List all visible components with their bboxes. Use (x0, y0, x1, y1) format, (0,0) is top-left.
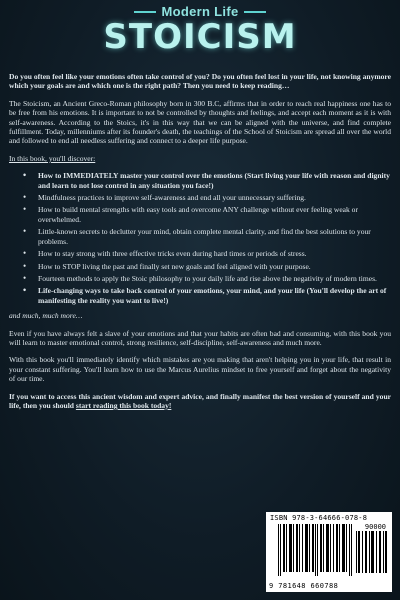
bullet-icon: • (23, 226, 27, 237)
list-item-text: Life-changing ways to take back control of your emotions, your mind, and your life (You'll develop the art of manifesting the reality you want to live!) (38, 286, 387, 305)
addon-barcode-icon (356, 531, 388, 573)
list-item-text: How to IMMEDIATELY master your control over the emotions (Start living your life with reason and dignity and learn to not lose control in any situation you face!) (38, 171, 390, 190)
list-item-text: How to stay strong with three effective tricks even during hard times or periods of stress. (38, 249, 307, 259)
bullet-icon: • (23, 285, 27, 296)
bullet-icon: • (23, 170, 27, 181)
intro-paragraph: Do you often feel like your emotions often take control of you? Do you often feel lost in your life, not knowing anymore which your goals are and which one is the right path? Then you need to keep reading… (9, 72, 391, 91)
bullet-icon: • (23, 260, 27, 271)
discover-heading: In this book, you'll discover: (9, 153, 96, 163)
bullet-icon: • (23, 272, 27, 283)
bullet-icon: • (23, 248, 27, 259)
bullet-icon: • (23, 204, 27, 215)
barcode-digits: 9 781648 660788 (269, 582, 339, 590)
list-item (9, 171, 391, 190)
list-item-text: Mindfulness practices to improve self-awareness and end all your unnecessary suffering. (38, 193, 306, 203)
habits-paragraph: Even if you have always felt a slave of your emotions and that your habits are often bad and consuming, with this book you will learn to master emotional control, strong resilience, self-discipline, self-awareness and much more. (9, 328, 391, 347)
cover-header (0, 4, 400, 55)
and-more-text: and much, much more… (9, 311, 83, 321)
list-item (9, 262, 391, 271)
list-item (9, 227, 391, 246)
list-item-text: How to build mental strengths with easy tools and overcome ANY challenge without ever feeling weak or overwhelmed. (38, 205, 358, 224)
call-to-action (9, 392, 391, 411)
bullet-icon: • (23, 192, 27, 203)
left-rule (134, 11, 156, 13)
isbn-number: ISBN 978-3-64666-078-8 (270, 514, 368, 522)
isbn-barcode (266, 512, 392, 592)
list-item-text: Little-known secrets to declutter your mind, obtain complete mental clarity, and find the best solutions to your problems. (38, 227, 371, 246)
list-item-text: How to STOP living the past and finally set new goals and feel aligned with your purpose. (38, 261, 311, 271)
blurb (9, 72, 391, 418)
list-item (9, 274, 391, 283)
barcode-bars-icon (278, 524, 354, 576)
list-item-text: Fourteen methods to apply the Stoic philosophy to your daily life and rise above the negativity of modern times. (38, 273, 377, 283)
list-item (9, 286, 391, 305)
book-title: STOICISM (103, 17, 297, 57)
stoicism-paragraph: The Stoicism, an Ancient Greco-Roman philosophy born in 300 B.C, affirms that in order to reach real happiness one has to be free from his emotions. It is important to not be controlled by thoughts and feelings, and accept each moment as it is with self-awareness. According to the Stoics, it's in this way that we can be aligned with the universe, and find complete fulfillment. Today, millenniums after its founder's death, the teachings of the School of Stoicism are spread all over the world and followed to end all needless suffering and connect to a deeper life purpose. (9, 98, 391, 146)
series-subtitle: Modern Life (161, 4, 239, 19)
list-item (9, 249, 391, 258)
cta-emphasis: start reading this book today! (75, 400, 172, 410)
list-item (9, 205, 391, 224)
list-item (9, 193, 391, 202)
right-rule (244, 11, 266, 13)
price-code: 90000 (364, 523, 386, 531)
cta-text: If you want to access this ancient wisdom and expert advice, and finally manifest the best version of yourself and your life, then you should (9, 391, 391, 410)
benefits-list (9, 171, 391, 305)
mistakes-paragraph: With this book you'll immediately identify which mistakes are you making that aren't helping you in your life, that result in your constant suffering. You'll learn how to use the Marcus Aurelius mindset to free yourself and forget about the negativity of our time. (9, 355, 391, 384)
